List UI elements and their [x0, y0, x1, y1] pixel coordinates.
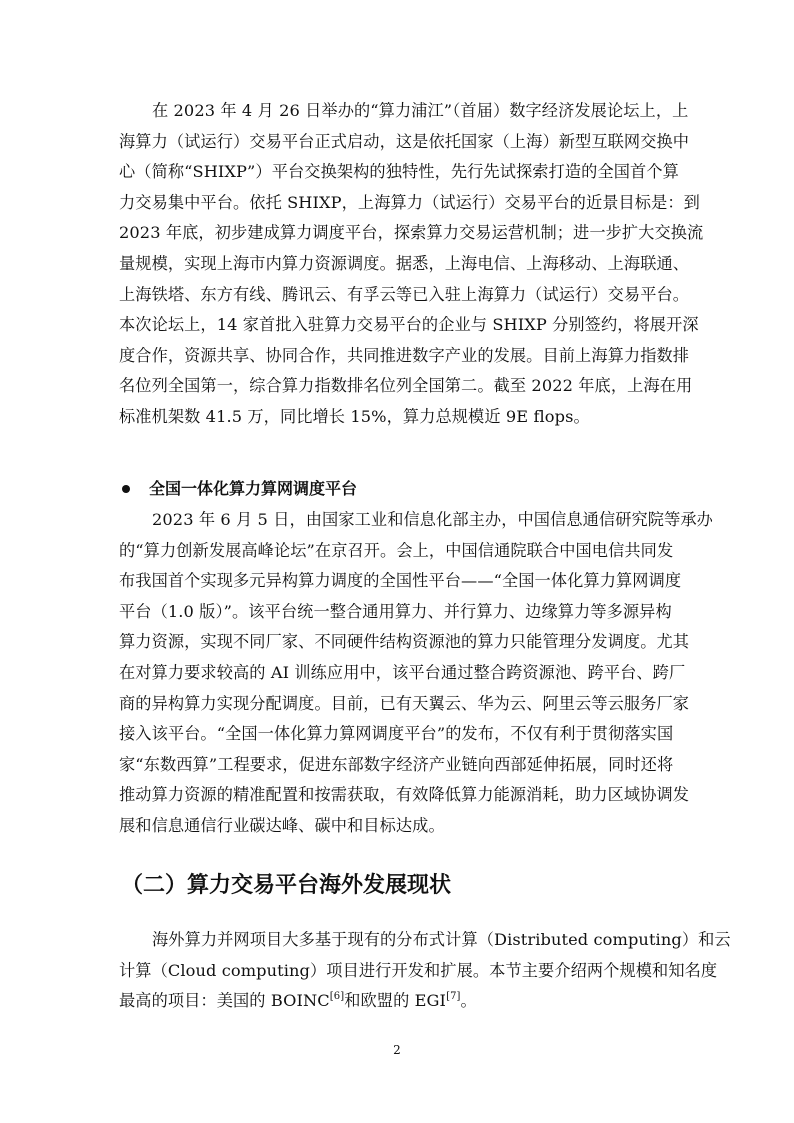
text-line: 平台（1.0 版）”。该平台统一整合通用算力、并行算力、边缘算力等多源异构 [119, 601, 672, 621]
text-line: 接入该平台。“全国一体化算力算网调度平台”的发布，不仅有利于贯彻落实国 [119, 724, 674, 744]
text-line: 海外算力并网项目大多基于现有的分布式计算（Distributed computing）和云 [152, 930, 731, 949]
text-line: 标准机架数 41.5 万，同比增长 15%，算力总规模近 9E flops。 [119, 406, 590, 426]
paragraph-national-platform [119, 505, 713, 842]
text-line: 在对算力要求较高的 AI 训练应用中，该平台通过整合跨资源池、跨平台、跨厂 [119, 662, 686, 682]
text-line: 在 2023 年 4 月 26 日举办的“算力浦江”（首届）数字经济发展论坛上，上 [152, 101, 689, 120]
text-line: 的“算力创新发展高峰论坛”在京召开。会上，中国信通院联合中国电信共同发 [119, 540, 674, 560]
bullet-item [119, 474, 679, 504]
text-line: 名位列全国第一，综合算力指数排名位列全国第二。截至 2022 年底，上海在用 [119, 376, 693, 396]
text-line: 力交易集中平台。依托 SHIXP，上海算力（试运行）交易平台的近景目标是：到 [119, 192, 700, 212]
text-line: 海算力（试运行）交易平台正式启动，这是依托国家（上海）新型互联网交换中 [119, 131, 690, 151]
page-number: 2 [393, 1043, 401, 1057]
text-line: 本次论坛上，14 家首批入驻算力交易平台的企业与 SHIXP 分别签约，将展开深 [119, 315, 699, 335]
text-line: 度合作，资源共享、协同合作，共同推进数字产业的发展。目前上海算力指数排 [119, 345, 690, 365]
text-segment: 最高的项目：美国的 BOINC [119, 991, 330, 1011]
text-line: 家“东数西算”工程要求，促进东部数字经济产业链向西部延伸拓展，同时还将 [119, 754, 674, 774]
section-heading: （二）算力交易平台海外发展现状 [121, 873, 452, 898]
paragraph-overseas [119, 925, 731, 1017]
text-line: 布我国首个实现多元异构算力调度的全国性平台——“全国一体化算力算网调度 [119, 571, 682, 591]
citation-ref[interactable]: [6] [329, 991, 345, 1003]
text-line: 心（简称“SHIXP”）平台交换架构的独特性，先行先试探索打造的全国首个算 [119, 162, 679, 182]
text-line: 2023 年 6 月 5 日，由国家工业和信息化部主办，中国信息通信研究院等承办 [152, 510, 713, 529]
paragraph-shanghai-platform [119, 96, 704, 433]
text-line: 计算（Cloud computing）项目进行开发和扩展。本节主要介绍两个规模和知名度 [119, 960, 718, 980]
text-segment: 和欧盟的 EGI [344, 991, 447, 1011]
text-line: 商的异构算力实现分配调度。目前，已有天翼云、华为云、阿里云等云服务厂家 [119, 693, 690, 713]
bullet-dot-icon [122, 485, 130, 493]
bullet-title: 全国一体化算力算网调度平台 [149, 479, 358, 498]
text-line: 展和信息通信行业碳达峰、碳中和目标达成。 [119, 815, 445, 835]
text-line [119, 986, 679, 1017]
text-line: 量规模，实现上海市内算力资源调度。据悉，上海电信、上海移动、上海联通、 [119, 253, 690, 273]
text-line: 算力资源，实现不同厂家、不同硬件结构资源池的算力只能管理分发调度。尤其 [119, 632, 690, 652]
text-line: 2023 年底，初步建成算力调度平台，探索算力交易运营机制；进一步扩大交换流 [119, 223, 704, 243]
text-line: 推动算力资源的精准配置和按需获取，有效降低算力能源消耗，助力区域协调发 [119, 785, 690, 805]
text-line: 上海铁塔、东方有线、腾讯云、有孚云等已入驻上海算力（试运行）交易平台。 [119, 284, 690, 304]
citation-ref[interactable]: [7] [446, 991, 461, 1003]
text-segment: 。 [460, 991, 477, 1011]
